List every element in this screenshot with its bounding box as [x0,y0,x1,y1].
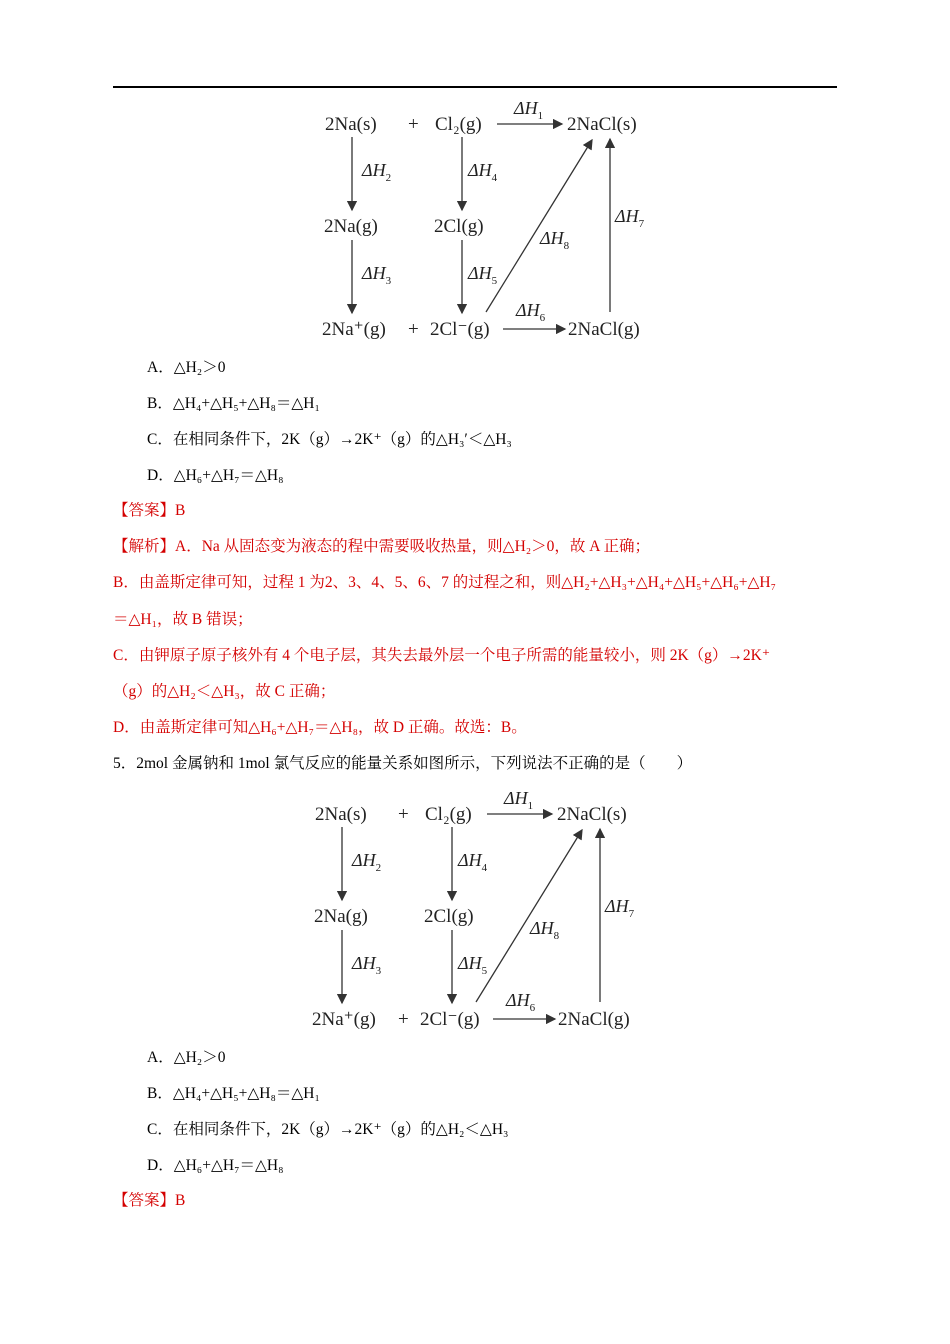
label-2na-s: 2Na(s) [315,804,367,825]
q4-option-b: B．△H₄+△H₅+△H₈＝△H₁ [147,395,320,412]
label-dh8: $\Delta H_8$ [530,918,560,942]
q4-analysis-c1: C．由钾原子原子核外有 4 个电子层，其失去最外层一个电子所需的能量较小，则 2K（g）→2K⁺ [113,647,771,664]
label-2cl-ion: 2Cl⁻(g) [430,319,490,340]
q4-analysis-c2: （g）的△H₂＜△H₃，故 C 正确； [113,683,336,700]
label-dh6: $\Delta H_6$ [506,990,536,1014]
answer-value: B [175,502,186,519]
label-dh6: $\Delta H_6$ [516,300,546,324]
q4-option-d: D．△H₆+△H₇＝△H₈ [147,467,284,484]
q4-analysis-d: D．由盖斯定律可知△H₆+△H₇＝△H₈，故 D 正确。故选：B。 [113,719,527,736]
label-dh2: $\Delta H_2$ [362,160,392,184]
q5-option-a: A．△H₂＞0 [147,1049,226,1066]
label-2nacl-g: 2NaCl(g) [558,1009,630,1030]
label-plus: + [398,804,409,825]
label-2cl-ion: 2Cl⁻(g) [420,1009,480,1030]
q4-analysis-a [113,537,650,557]
label-2nacl-s: 2NaCl(s) [567,114,637,135]
answer-value: B [175,1192,186,1209]
label-2cl-g: 2Cl(g) [424,906,474,927]
arrow-dh8 [486,140,592,312]
label-2na-g: 2Na(g) [324,216,378,237]
label-dh5: $\Delta H_5$ [468,263,498,287]
analysis-text-a: A．Na 从固态变为液态的程中需要吸收热量，则△H₂＞0，故 A 正确； [175,538,651,555]
q5-question: 5．2mol 金属钠和 1mol 氯气反应的能量关系如图所示，下列说法不正确的是（ ） [113,755,693,772]
label-plus: + [398,1009,409,1030]
label-2cl-g: 2Cl(g) [434,216,484,237]
q5-option-b: B．△H₄+△H₅+△H₈＝△H₁ [147,1085,320,1102]
label-dh8: $\Delta H_8$ [540,228,570,252]
label-cl2-g: Cl₂(g) [435,114,482,135]
q5-answer [113,1191,185,1211]
q5-option-c: C．在相同条件下，2K（g）→2K⁺（g）的△H₂＜△H₃ [147,1121,509,1138]
analysis-tag: 【解析】 [113,538,176,555]
answer-tag: 【答案】 [113,1192,176,1209]
q4-option-c: C．在相同条件下，2K（g）→2K⁺（g）的△H₃′＜△H₃ [147,431,512,448]
label-dh7: $\Delta H_7$ [605,896,635,920]
q4-analysis-b2: ＝△H₁，故 B 错误； [113,611,253,628]
label-cl2-g: Cl₂(g) [425,804,472,825]
label-2na-g: 2Na(g) [314,906,368,927]
label-2nacl-g: 2NaCl(g) [568,319,640,340]
label-2na-ion: 2Na⁺(g) [322,319,386,340]
label-2nacl-s: 2NaCl(s) [557,804,627,825]
label-dh3: $\Delta H_3$ [362,263,392,287]
header-rule [113,86,837,88]
label-dh3: $\Delta H_3$ [352,953,382,977]
q4-option-a: A．△H₂＞0 [147,359,226,376]
label-dh7: $\Delta H_7$ [615,206,645,230]
label-dh4: $\Delta H_4$ [458,850,488,874]
label-plus: + [408,114,419,135]
energy-diagram-2 [300,782,650,1032]
answer-tag: 【答案】 [113,502,176,519]
label-dh2: $\Delta H_2$ [352,850,382,874]
label-2na-ion: 2Na⁺(g) [312,1009,376,1030]
q5-option-d: D．△H₆+△H₇＝△H₈ [147,1157,284,1174]
q4-answer [113,501,185,521]
label-dh4: $\Delta H_4$ [468,160,498,184]
label-dh1: $\Delta H_1$ [514,98,544,122]
label-plus: + [408,319,419,340]
label-dh1: $\Delta H_1$ [504,788,534,812]
energy-diagram-1 [310,92,660,342]
label-2na-s: 2Na(s) [325,114,377,135]
q4-analysis-b1: B．由盖斯定律可知，过程 1 为2、3、4、5、6、7 的过程之和，则△H₂+△H₃+△H₄+△H₅+△H₆+△H₇ [113,574,777,591]
label-dh5: $\Delta H_5$ [458,953,488,977]
arrow-dh8 [476,830,582,1002]
